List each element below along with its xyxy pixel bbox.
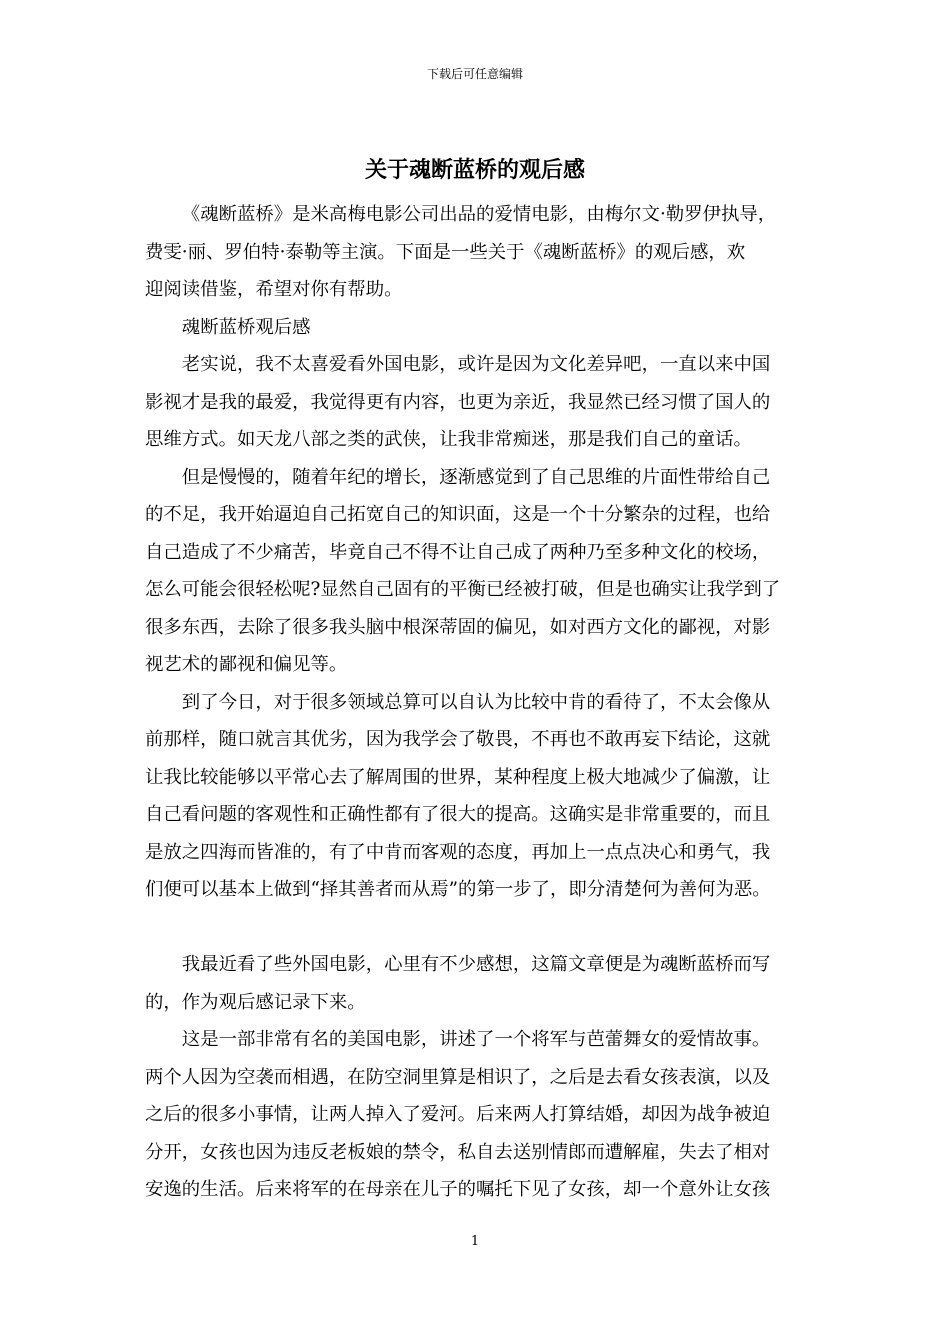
paragraph: [145, 346, 807, 459]
text-line: 视艺术的鄙视和偏见等。: [145, 654, 348, 675]
document-body: [145, 196, 807, 1209]
text-line: 怎么可能会很轻松呢?显然自己固有的平衡已经被打破，但是也确实让我学到了: [145, 579, 781, 600]
text-line: 到了今日，对于很多领域总算可以自认为比较中肯的看待了，不太会像从: [181, 691, 771, 713]
text-line: 安逸的生活。后来将军的在母亲在儿子的嘱托下见了女孩，却一个意外让女孩: [145, 1179, 771, 1200]
text-line: 我最近看了些外国电影，心里有不少感想，这篇文章便是为魂断蓝桥而写: [181, 954, 771, 975]
header-note: 下载后可任意编辑: [426, 67, 523, 81]
document-title: 关于魂断蓝桥的观后感: [364, 157, 585, 183]
text-line: 影视才是我的最爱，我觉得更有内容，也更为亲近，我显然已经习惯了国人的: [145, 391, 771, 413]
text-line: 前那样，随口就言其优劣，因为我学会了敬畏，不再也不敢再妄下结论，这就: [145, 729, 771, 750]
text-line: 老实说，我不太喜爱看外国电影，或许是因为文化差异吧，一直以来中国: [181, 354, 771, 375]
text-line: 迎阅读借鉴，希望对你有帮助。: [145, 279, 403, 300]
text-line: 思维方式。如天龙八部之类的武侠，让我非常痴迷，那是我们自己的童话。: [145, 429, 752, 450]
text-line: 自己看问题的客观性和正确性都有了很大的提高。这确实是非常重要的，而且: [145, 804, 771, 825]
paragraph: [145, 946, 807, 1021]
paragraph: [145, 459, 807, 684]
text-line: 但是慢慢的，随着年纪的增长，逐渐感觉到了自己思维的片面性带给自己: [181, 466, 771, 488]
text-line: 让我比较能够以平常心去了解周围的世界，某种程度上极大地减少了偏激，让: [145, 766, 771, 788]
text-line: 魂断蓝桥观后感: [181, 316, 311, 338]
text-line: 《魂断蓝桥》是米高梅电影公司出品的爱情电影，由梅尔文·勒罗伊执导，: [181, 204, 777, 225]
text-line: 是放之四海而皆准的，有了中肯而客观的态度，再加上一点点决心和勇气，我: [145, 841, 771, 863]
text-line: 自己造成了不少痛苦，毕竟自己不得不让自己成了两种乃至多种文化的校场，: [145, 541, 771, 563]
section-heading: [145, 309, 807, 347]
text-line: 分开，女孩也因为违反老板娘的禁令，私自去送别情郎而遭解雇，失去了相对: [145, 1141, 771, 1163]
text-line: 之后的很多小事情，让两人掉入了爱河。后来两人打算结婚，却因为战争被迫: [145, 1104, 771, 1125]
text-line: 两个人因为空袭而相遇，在防空洞里算是相识了，之后是去看女孩表演，以及: [145, 1066, 771, 1088]
text-line: 费雯·丽、罗伯特·泰勒等主演。下面是一些关于《魂断蓝桥》的观后感，欢: [145, 241, 746, 263]
paragraph-intro: [145, 196, 807, 309]
text-line: 的不足，我开始逼迫自己拓宽自己的知识面，这是一个十分繁杂的过程，也给: [145, 504, 771, 525]
page-number: 1: [470, 1234, 480, 1249]
paragraph: [145, 1021, 807, 1209]
text-line: 的，作为观后感记录下来。: [145, 991, 366, 1013]
text-line: 这是一部非常有名的美国电影，讲述了一个将军与芭蕾舞女的爱情故事。: [181, 1029, 771, 1050]
text-line: 很多东西，去除了很多我头脑中根深蒂固的偏见，如对西方文化的鄙视，对影: [145, 616, 771, 638]
blank-line: [145, 909, 807, 947]
paragraph: [145, 684, 807, 909]
text-line: 们便可以基本上做到“择其善者而从焉”的第一步了，即分清楚何为善何为恶。: [145, 879, 771, 900]
